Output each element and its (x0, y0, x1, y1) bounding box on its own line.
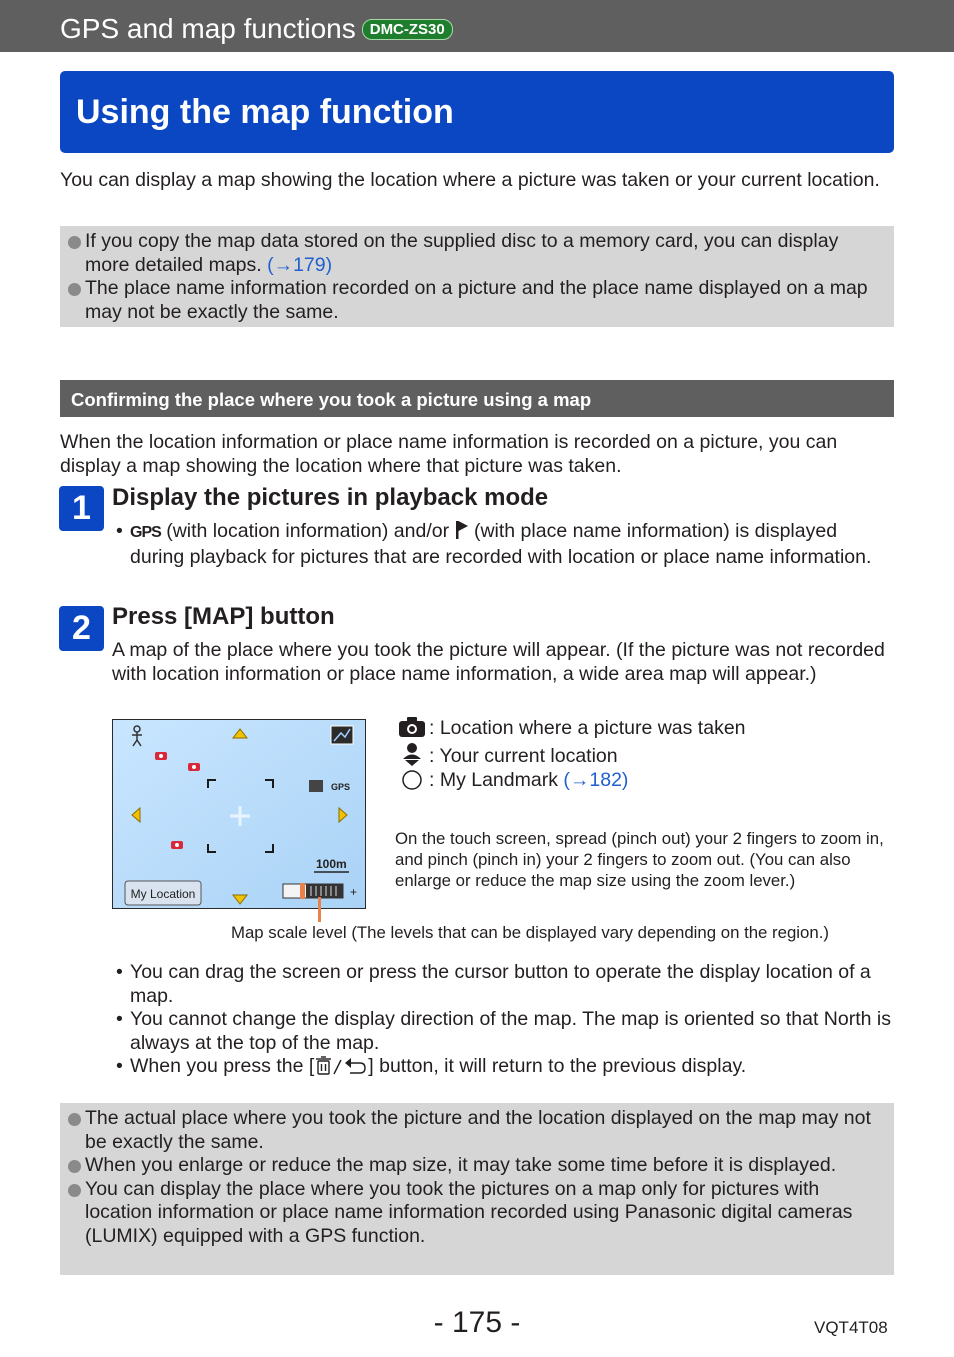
step-1-number: 1 (59, 486, 104, 531)
doc-code: VQT4T08 (814, 1318, 888, 1337)
subsection-title: Confirming the place where you took a picture using a map (71, 389, 592, 410)
camera-marker-icon (188, 763, 200, 771)
bullet-text: When you press the [ (130, 1055, 315, 1077)
scale-pointer-line (318, 897, 321, 922)
page-title-box (60, 71, 894, 153)
header-bar (0, 0, 954, 52)
map-graphics (113, 720, 366, 909)
legend-landmark (398, 768, 628, 792)
bullet-text: You can drag the screen or press the cursor button to operate the display location of a map. (130, 961, 871, 1007)
intro-text: You can display a map showing the location where a picture was taken or your current location. (60, 169, 880, 191)
scale-label: 100m (316, 857, 347, 871)
model-badge: DMC-ZS30 (362, 19, 453, 40)
step-1-bullet (116, 519, 886, 569)
list-item (116, 960, 894, 1008)
legend-text: : Your current location (429, 745, 618, 767)
list-item (116, 1054, 894, 1078)
step-1-title: Display the pictures in playback mode (112, 484, 549, 511)
page-link[interactable]: (→179) (267, 253, 333, 276)
legend-person (398, 742, 618, 768)
subsection-intro: When the location information or place name information is recorded on a picture, you can display a map showing the location where that picture was taken. (60, 431, 838, 477)
note-text: If you copy the map data stored on the supplied disc to a memory card, you can display more detailed maps. (85, 230, 839, 276)
legend-text: : Location where a picture was taken (429, 717, 746, 739)
page-title: Using the map function (76, 93, 454, 131)
note-text: The actual place where you took the picture and the location displayed on the map may not be exactly the same. (85, 1107, 871, 1153)
my-location-label: My Location (130, 887, 196, 901)
bullet-mark: • (116, 1055, 123, 1077)
note-item (68, 277, 884, 324)
note-item (68, 1178, 884, 1249)
note-text: The place name information recorded on a picture and the place name displayed on a map may not be exactly the same. (85, 277, 868, 323)
step-2-text: A map of the place where you took the picture will appear. (If the picture was not recorded with location information or place name information, a wide area map will appear.) (112, 639, 885, 685)
note-item (68, 1154, 884, 1178)
section-title (60, 13, 453, 45)
subsection-bar (60, 380, 894, 417)
camera-marker-icon (171, 841, 183, 849)
landmark-circle-icon (398, 768, 426, 790)
delete-return-icon (314, 1054, 368, 1076)
gps-status-label: GPS (331, 782, 351, 792)
note-box-top (60, 226, 894, 327)
gps-icon: GPS (130, 524, 161, 541)
bullet-mark: • (116, 1008, 123, 1030)
list-item (116, 1007, 894, 1055)
note-item (68, 230, 884, 277)
page-link[interactable]: (→182) (563, 769, 629, 791)
bullet-text: (with place name information) is displayed during playback for pictures that are recorded with location or place name information. (130, 520, 872, 568)
legend-text: : My Landmark (429, 769, 564, 791)
camera-marker-icon (155, 752, 167, 760)
note-box-bottom (60, 1103, 894, 1275)
zoom-in-icon: + (350, 885, 358, 899)
bullet-dot-icon (68, 1113, 81, 1126)
bullet-mark: • (116, 520, 123, 542)
legend-camera (398, 716, 746, 740)
bullet-dot-icon (68, 1160, 81, 1173)
bullet-mark: • (116, 961, 123, 983)
my-location-button (125, 881, 201, 905)
note-text: When you enlarge or reduce the map size, it may take some time before it is displayed. (85, 1154, 837, 1176)
scale-caption: Map scale level (The levels that can be displayed vary depending on the region.) (231, 923, 829, 942)
page-number: - 175 - (433, 1306, 521, 1339)
bullet-text: (with location information) and/or (166, 520, 450, 542)
bullet-dot-icon (68, 1184, 81, 1197)
map-mode-icon (331, 726, 353, 744)
map-screenshot (112, 719, 366, 909)
touch-note: On the touch screen, spread (pinch out) your 2 fingers to zoom in, and pinch (pinch in) your 2 fingers to zoom out. (You can also enlarge or reduce the map size using the zoom lever.) (395, 829, 884, 890)
section-title-text: GPS and map functions (60, 13, 356, 44)
bullet-dot-icon (68, 283, 81, 296)
bullet-dot-icon (68, 236, 81, 249)
bullet-text: You cannot change the display direction of the map. The map is oriented so that North is always at the top of the map. (130, 1008, 891, 1054)
person-location-icon (398, 742, 426, 766)
step-2-number: 2 (59, 606, 104, 651)
bullet-text: ] button, it will return to the previous display. (368, 1055, 747, 1077)
camera-icon (398, 716, 426, 738)
note-item (68, 1107, 884, 1154)
flag-icon (455, 520, 469, 540)
note-text: You can display the place where you took the pictures on a map only for pictures with location information or place name information recorded using Panasonic digital cameras (LUMIX) equipped with a GPS function. (85, 1177, 853, 1247)
step-2-title: Press [MAP] button (112, 603, 335, 630)
